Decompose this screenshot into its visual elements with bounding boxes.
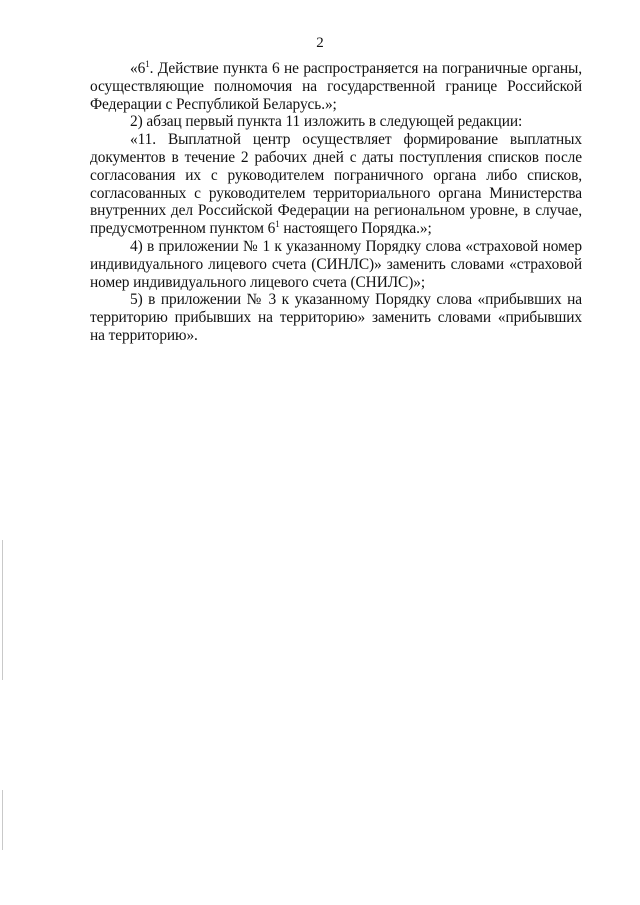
- superscript: 1: [275, 219, 280, 230]
- text-fragment: настоящего Порядка.»;: [279, 220, 432, 238]
- text-line: на территорию».: [90, 326, 198, 344]
- page-number: 2: [316, 35, 324, 51]
- paragraph-point-11: [90, 131, 582, 238]
- scan-edge-mark: [2, 540, 3, 680]
- text-line: 5) в приложении № 3 к указанному Порядку слова «прибывших на: [130, 291, 582, 309]
- paragraph-note-6-1: [90, 60, 582, 113]
- text-line: Федерации с Республикой Беларусь.»;: [90, 95, 337, 113]
- text-line: «11. Выплатной центр осуществляет формирование выплатных: [130, 131, 582, 149]
- text-line: согласованных с руководителем территориального органа Министерства: [90, 184, 582, 202]
- text-line: территорию прибывших на территорию» заменить словами «прибывших: [90, 309, 582, 327]
- paragraph-item-2: [90, 113, 582, 131]
- text-line: номер индивидуального лицевого счета (СНИЛС)»;: [90, 273, 426, 291]
- text-line: согласования их с руководителем пограничного органа либо списков,: [90, 166, 582, 184]
- text-line: внутренних дел Российской Федерации на региональном уровне, в случае,: [90, 202, 582, 220]
- document-body: [90, 60, 582, 345]
- text-fragment: предусмотренном пунктом 6: [90, 220, 276, 238]
- text-line: документов в течение 2 рабочих дней с даты поступления списков после: [90, 148, 582, 166]
- text-line: [90, 220, 582, 238]
- scan-edge-mark: [2, 790, 3, 850]
- paragraph-item-5: [90, 291, 582, 344]
- text-line: осуществляющие полномочия на государственной границе Российской: [90, 77, 582, 95]
- text-line: индивидуального лицевого счета (СИНЛС)» заменить словами «страховой: [90, 255, 582, 273]
- paragraph-item-4: [90, 238, 582, 291]
- text-fragment: «6: [130, 60, 146, 77]
- text-line: [90, 60, 582, 78]
- text-line: 4) в приложении № 1 к указанному Порядку слова «страховой номер: [130, 237, 582, 255]
- superscript: 1: [145, 58, 150, 69]
- text-fragment: . Действие пункта 6 не распространяется на пограничные органы,: [149, 60, 582, 77]
- text-line: 2) абзац первый пункта 11 изложить в следующей редакции:: [130, 113, 523, 131]
